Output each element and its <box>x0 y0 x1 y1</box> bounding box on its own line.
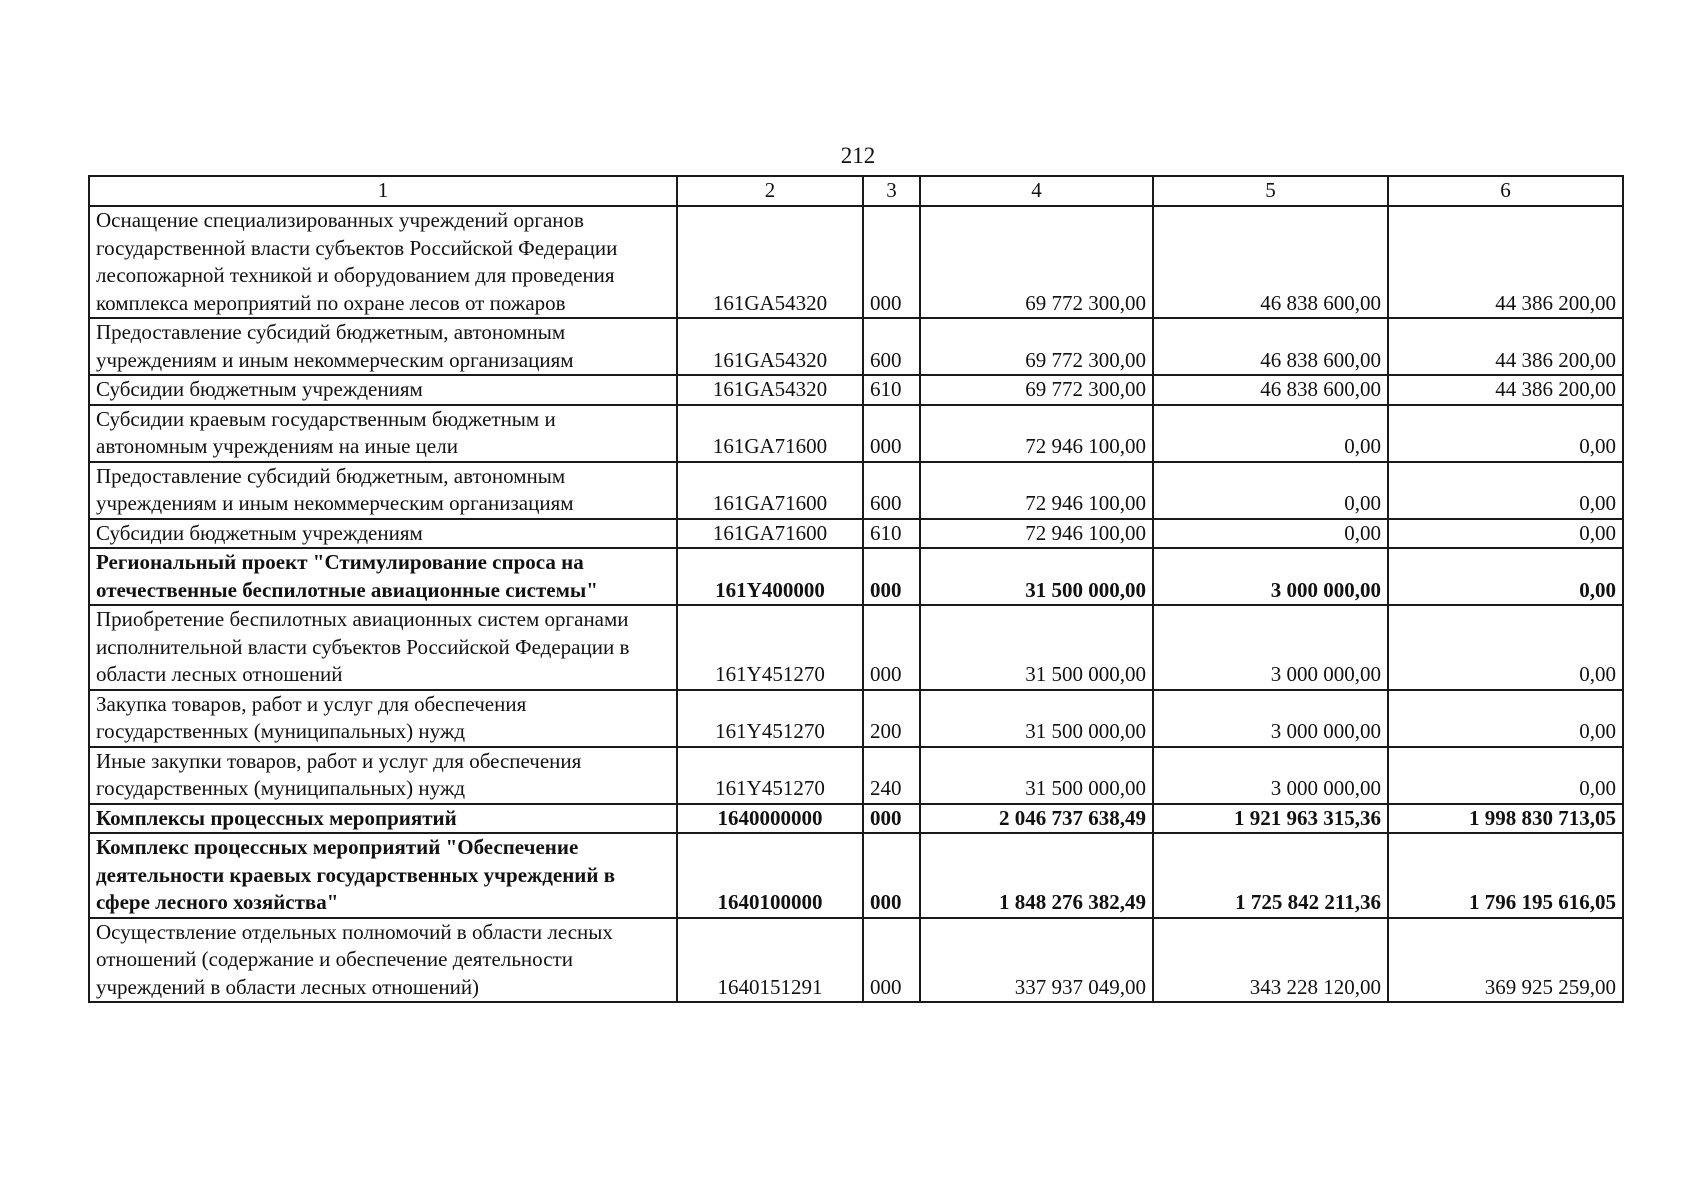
row-value-6: 44 386 200,00 <box>1388 375 1623 405</box>
row-value-5: 1 725 842 211,36 <box>1153 833 1388 918</box>
row-kind: 000 <box>863 918 920 1003</box>
row-code: 161GA71600 <box>677 462 863 519</box>
column-header: 1 <box>89 176 677 206</box>
row-value-5: 3 000 000,00 <box>1153 548 1388 605</box>
row-kind: 610 <box>863 519 920 549</box>
row-name: Приобретение беспилотных авиационных систем органами исполнительной власти субъектов Российской Федерации в области лесных отношений <box>89 605 677 690</box>
row-value-4: 31 500 000,00 <box>920 548 1153 605</box>
row-kind: 000 <box>863 206 920 318</box>
row-code: 161Y400000 <box>677 548 863 605</box>
table-row <box>89 747 1623 804</box>
row-value-4: 337 937 049,00 <box>920 918 1153 1003</box>
row-value-6: 0,00 <box>1388 462 1623 519</box>
table-row <box>89 690 1623 747</box>
row-code: 161GA71600 <box>677 519 863 549</box>
row-kind: 000 <box>863 605 920 690</box>
row-value-5: 1 921 963 315,36 <box>1153 804 1388 834</box>
row-name: Субсидии краевым государственным бюджетным и автономным учреждениям на иные цели <box>89 405 677 462</box>
row-name: Предоставление субсидий бюджетным, автономным учреждениям и иным некоммерческим организациям <box>89 462 677 519</box>
column-header: 4 <box>920 176 1153 206</box>
row-kind: 000 <box>863 548 920 605</box>
row-value-4: 72 946 100,00 <box>920 519 1153 549</box>
table-row <box>89 519 1623 549</box>
column-header: 5 <box>1153 176 1388 206</box>
row-name: Субсидии бюджетным учреждениям <box>89 519 677 549</box>
row-value-4: 31 500 000,00 <box>920 690 1153 747</box>
row-value-6: 0,00 <box>1388 405 1623 462</box>
row-kind: 240 <box>863 747 920 804</box>
column-header: 2 <box>677 176 863 206</box>
row-value-4: 1 848 276 382,49 <box>920 833 1153 918</box>
row-value-5: 0,00 <box>1153 519 1388 549</box>
row-name: Комплексы процессных мероприятий <box>89 804 677 834</box>
row-value-6: 44 386 200,00 <box>1388 206 1623 318</box>
row-name: Оснащение специализированных учреждений органов государственной власти субъектов Российской Федерации лесопожарной техникой и оборудованием для проведения комплекса мероприятий по охране лесов от пожаров <box>89 206 677 318</box>
row-code: 161Y451270 <box>677 747 863 804</box>
row-code: 161GA54320 <box>677 206 863 318</box>
column-header: 6 <box>1388 176 1623 206</box>
row-value-6: 1 796 195 616,05 <box>1388 833 1623 918</box>
table-body <box>89 206 1623 1002</box>
row-value-4: 72 946 100,00 <box>920 405 1153 462</box>
row-value-5: 3 000 000,00 <box>1153 605 1388 690</box>
row-kind: 200 <box>863 690 920 747</box>
header-row <box>89 176 1623 206</box>
row-name: Предоставление субсидий бюджетным, автономным учреждениям и иным некоммерческим организациям <box>89 318 677 375</box>
row-value-4: 31 500 000,00 <box>920 747 1153 804</box>
row-value-6: 0,00 <box>1388 605 1623 690</box>
row-name: Региональный проект "Стимулирование спроса на отечественные беспилотные авиационные системы" <box>89 548 677 605</box>
row-kind: 610 <box>863 375 920 405</box>
row-value-4: 69 772 300,00 <box>920 206 1153 318</box>
row-value-5: 3 000 000,00 <box>1153 747 1388 804</box>
row-code: 1640151291 <box>677 918 863 1003</box>
row-value-6: 0,00 <box>1388 519 1623 549</box>
page-number: 212 <box>840 143 876 168</box>
row-value-5: 46 838 600,00 <box>1153 375 1388 405</box>
row-value-4: 69 772 300,00 <box>920 318 1153 375</box>
row-name: Закупка товаров, работ и услуг для обеспечения государственных (муниципальных) нужд <box>89 690 677 747</box>
row-kind: 600 <box>863 318 920 375</box>
row-value-5: 0,00 <box>1153 405 1388 462</box>
row-value-6: 0,00 <box>1388 690 1623 747</box>
table-row <box>89 462 1623 519</box>
row-value-5: 0,00 <box>1153 462 1388 519</box>
row-value-6: 0,00 <box>1388 747 1623 804</box>
row-code: 161GA54320 <box>677 318 863 375</box>
row-value-5: 46 838 600,00 <box>1153 318 1388 375</box>
row-kind: 000 <box>863 804 920 834</box>
row-kind: 000 <box>863 833 920 918</box>
row-name: Субсидии бюджетным учреждениям <box>89 375 677 405</box>
row-code: 1640000000 <box>677 804 863 834</box>
row-value-6: 1 998 830 713,05 <box>1388 804 1623 834</box>
table-row <box>89 918 1623 1003</box>
row-value-6: 369 925 259,00 <box>1388 918 1623 1003</box>
table-row <box>89 206 1623 318</box>
row-code: 161Y451270 <box>677 605 863 690</box>
row-value-4: 2 046 737 638,49 <box>920 804 1153 834</box>
row-name: Осуществление отдельных полномочий в области лесных отношений (содержание и обеспечение деятельности учреждений в области лесных отношений) <box>89 918 677 1003</box>
table-row <box>89 375 1623 405</box>
table-row <box>89 548 1623 605</box>
row-value-4: 72 946 100,00 <box>920 462 1153 519</box>
row-name: Иные закупки товаров, работ и услуг для обеспечения государственных (муниципальных) нужд <box>89 747 677 804</box>
row-value-5: 46 838 600,00 <box>1153 206 1388 318</box>
table-row <box>89 804 1623 834</box>
row-value-4: 69 772 300,00 <box>920 375 1153 405</box>
table-row <box>89 605 1623 690</box>
table-row <box>89 318 1623 375</box>
table-row <box>89 405 1623 462</box>
row-code: 161GA71600 <box>677 405 863 462</box>
row-value-5: 3 000 000,00 <box>1153 690 1388 747</box>
row-code: 161GA54320 <box>677 375 863 405</box>
table-row <box>89 833 1623 918</box>
row-kind: 000 <box>863 405 920 462</box>
row-value-5: 343 228 120,00 <box>1153 918 1388 1003</box>
row-value-6: 0,00 <box>1388 548 1623 605</box>
budget-table <box>88 175 1624 1003</box>
row-value-4: 31 500 000,00 <box>920 605 1153 690</box>
row-code: 1640100000 <box>677 833 863 918</box>
column-header: 3 <box>863 176 920 206</box>
row-code: 161Y451270 <box>677 690 863 747</box>
row-value-6: 44 386 200,00 <box>1388 318 1623 375</box>
row-name: Комплекс процессных мероприятий "Обеспечение деятельности краевых государственных учреждений в сфере лесного хозяйства" <box>89 833 677 918</box>
row-kind: 600 <box>863 462 920 519</box>
